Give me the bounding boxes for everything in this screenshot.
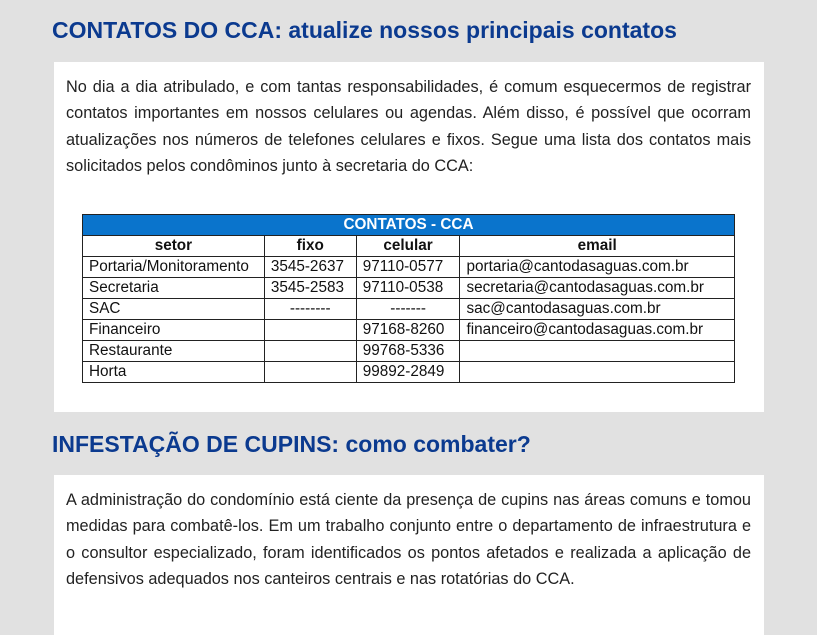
cell-setor: Secretaria [83,278,265,299]
cell-fixo [264,320,356,341]
cell-fixo: -------- [264,299,356,320]
contatos-card [54,62,764,412]
cell-email: financeiro@cantodasaguas.com.br [460,320,735,341]
cell-celular: 97110-0577 [356,257,460,278]
cell-email: secretaria@cantodasaguas.com.br [460,278,735,299]
table-row [83,341,735,362]
section-title-cupins: INFESTAÇÃO DE CUPINS: como combater? [52,431,531,457]
header-fixo: fixo [264,236,356,257]
cell-fixo [264,341,356,362]
header-setor: setor [83,236,265,257]
cell-setor: SAC [83,299,265,320]
contacts-table [82,214,735,383]
cell-celular: 97110-0538 [356,278,460,299]
cell-fixo: 3545-2583 [264,278,356,299]
contatos-paragraph: No dia a dia atribulado, e com tantas responsabilidades, é comum esquecermos de registrar contatos importantes em nossos celulares ou agendas. Além disso, é possível que ocorram atualizações nos números de telefones celulares e fixos. Segue uma lista dos contatos mais solicitados pelos condôminos junto à secretaria do CCA: [66,78,751,175]
section-title-contatos: CONTATOS DO CCA: atualize nossos principais contatos [52,17,677,43]
cell-celular: 97168-8260 [356,320,460,341]
cell-setor: Financeiro [83,320,265,341]
cupins-paragraph: A administração do condomínio está ciente da presença de cupins nas áreas comuns e tomou medidas para combatê-los. Em um trabalho conjunto entre o departamento de infraestrutura e o consultor especializado, foram identificados os pontos afetados e realizada a aplicação de defensivos adequados nos canteiros centrais e nas rotatórias do CCA. [66,491,751,588]
table-row [83,299,735,320]
header-celular: celular [356,236,460,257]
cell-email: portaria@cantodasaguas.com.br [460,257,735,278]
cell-celular: ------- [356,299,460,320]
cell-setor: Restaurante [83,341,265,362]
cupins-card [54,475,764,635]
cell-email: sac@cantodasaguas.com.br [460,299,735,320]
cell-email [460,362,735,383]
cell-celular: 99892-2849 [356,362,460,383]
table-row [83,320,735,341]
header-email: email [460,236,735,257]
table-row [83,278,735,299]
cell-email [460,341,735,362]
cell-setor: Horta [83,362,265,383]
cell-celular: 99768-5336 [356,341,460,362]
cell-setor: Portaria/Monitoramento [83,257,265,278]
contacts-table-title: CONTATOS - CCA [83,215,735,236]
cell-fixo: 3545-2637 [264,257,356,278]
table-row [83,362,735,383]
table-row [83,257,735,278]
cell-fixo [264,362,356,383]
